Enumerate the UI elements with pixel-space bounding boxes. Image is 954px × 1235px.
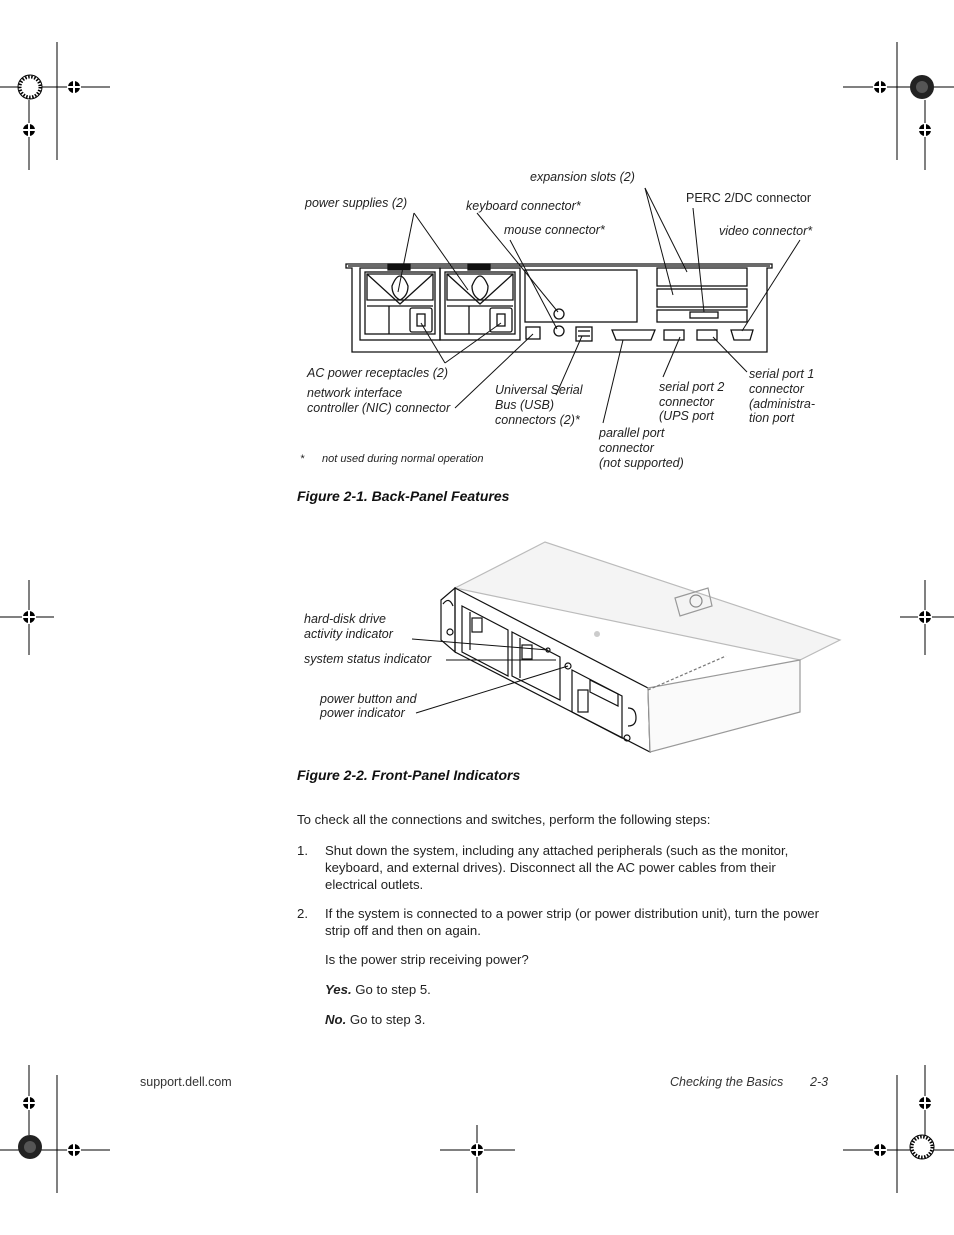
yes-text: Go to step 5. [351,982,431,997]
label-serial1-line4: tion port [749,411,795,425]
label-power-line1: power button and [320,692,417,706]
label-expansion-slots: expansion slots (2) [530,170,635,184]
label-usb-line3: connectors (2)* [495,413,580,427]
yes-answer [325,981,830,998]
label-perc-connector: PERC 2/DC connector [686,191,812,205]
footer-chapter-title: Checking the Basics [670,1075,784,1089]
figure-2-1-caption: Figure 2-1. Back-Panel Features [297,488,510,504]
no-answer [325,1011,830,1028]
label-video-connector: video connector* [719,224,813,238]
label-parallel-line3: (not supported) [599,456,684,470]
label-power-line2: power indicator [320,706,405,720]
footnote-text: not used during normal operation [322,453,484,465]
label-serial1-line1: serial port 1 [749,367,815,381]
footer-website: support.dell.com [140,1075,232,1089]
label-keyboard-connector: keyboard connector* [466,199,581,213]
label-nic-line1: network interface [307,386,403,400]
no-text: Go to step 3. [346,1012,426,1027]
question-text: Is the power strip receiving power? [325,952,529,967]
no-label: No. [325,1012,347,1027]
step-2-text: If the system is connected to a power strip (or power distribution unit), turn the power strip off and then on again. [325,906,820,938]
yes-label: Yes. [325,982,352,997]
label-usb-line1: Universal Serial [495,383,583,397]
label-serial2-line3: (UPS port [659,409,714,423]
label-power-supplies: power supplies (2) [305,196,408,210]
label-serial2-line1: serial port 2 [659,380,725,394]
label-usb-line2: Bus (USB) [495,398,555,412]
label-ac-receptacles: AC power receptacles (2) [307,366,449,380]
step-2-number: 2. [297,906,308,921]
step-1-number: 1. [297,843,308,858]
step-1-text: Shut down the system, including any attached peripherals (such as the monitor, keyboard, and external drives). Disconnect all the AC power cables from their electrical outlets. [325,843,789,892]
footer-page-number: 2-3 [810,1075,829,1089]
footnote-mark: * [300,453,305,465]
label-hdd-line1: hard-disk drive [304,612,386,626]
label-nic-line2: controller (NIC) connector [307,401,451,415]
figure-2-2-caption: Figure 2-2. Front-Panel Indicators [297,767,521,783]
label-serial2-line2: connector [659,395,714,409]
label-parallel-line1: parallel port [599,426,665,440]
label-hdd-line2: activity indicator [304,627,393,641]
label-system-status: system status indicator [304,652,432,666]
label-parallel-line2: connector [599,441,654,455]
label-serial1-line3: (administra- [749,397,815,411]
intro-paragraph: To check all the connections and switches, perform the following steps: [297,812,711,827]
label-serial1-line2: connector [749,382,804,396]
label-mouse-connector: mouse connector* [504,223,605,237]
